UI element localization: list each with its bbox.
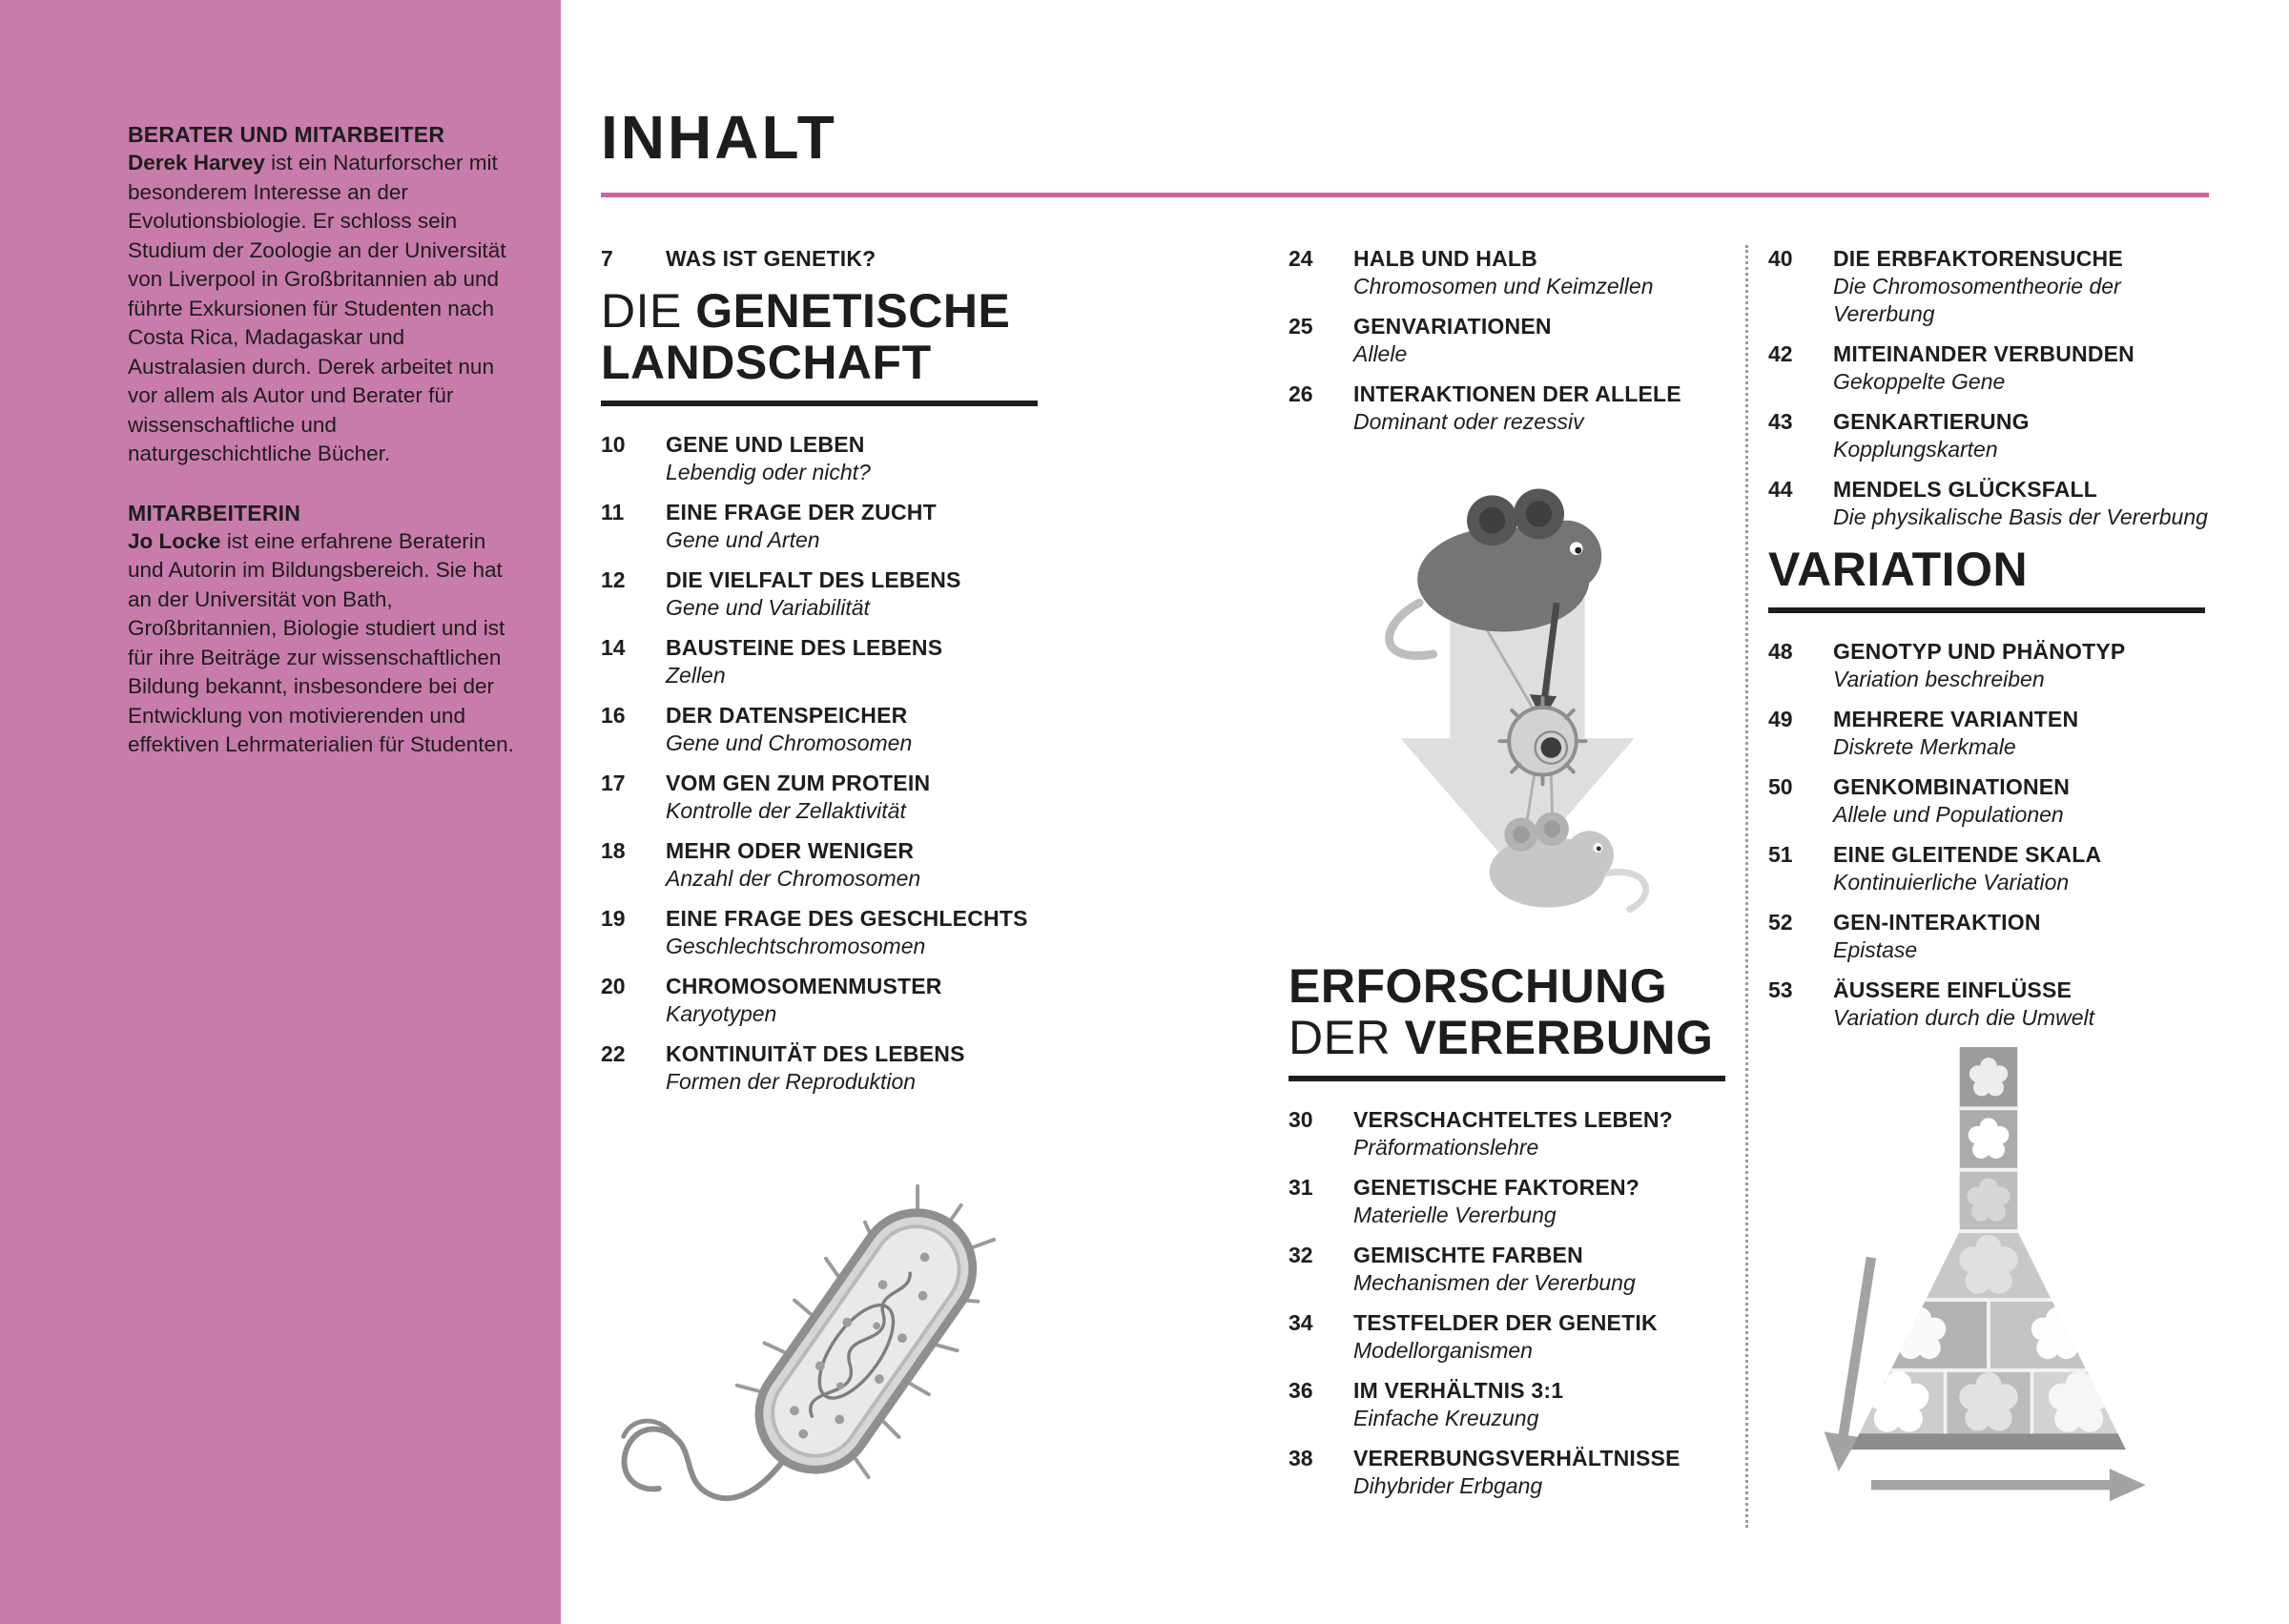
toc-entry: [601, 973, 1289, 1028]
toc-entry-page-number: 16: [601, 703, 626, 728]
toc-entry-title: GENOTYP UND PHÄNOTYP: [1833, 639, 2126, 664]
toc-entry-text: [1833, 773, 2070, 829]
toc-entry-page-number: 44: [1768, 477, 1793, 502]
section-heading-die-genetische-landschaft: [601, 285, 1038, 406]
toc-entry-text: [666, 566, 961, 622]
toc-entry: [601, 431, 1289, 486]
toc-entry-title: EINE FRAGE DER ZUCHT: [666, 500, 937, 524]
toc-entry-page-number: 36: [1289, 1378, 1313, 1403]
toc-entry-subtitle: Einfache Kreuzung: [1353, 1406, 1539, 1430]
toc-entry-page-number: 19: [601, 906, 626, 931]
flask-variation-illustration: [1768, 1045, 2209, 1506]
toc-entry-title: WAS IST GENETIK?: [666, 246, 876, 271]
toc-entry-title: DER DATENSPEICHER: [666, 703, 908, 728]
contents-page: [561, 0, 2289, 1624]
toc-entry-page-number: 11: [601, 500, 625, 524]
toc-entry-page-number: 42: [1768, 341, 1793, 366]
toc-entry: [601, 770, 1289, 825]
toc-entry-text: [1833, 638, 2125, 693]
toc-entry-text: [666, 770, 930, 825]
toc-entry-title: VERSCHACHTELTES LEBEN?: [1353, 1107, 1673, 1132]
toc-entry: [601, 245, 1289, 273]
toc-entry-subtitle: Karyotypen: [666, 1001, 777, 1026]
toc-entry-page-number: 26: [1289, 381, 1313, 406]
toc-entry: [1768, 638, 2209, 693]
flask-svg: [1817, 1045, 2160, 1506]
toc-entry: [601, 1040, 1289, 1096]
toc-entry-subtitle: Anzahl der Chromosomen: [666, 866, 921, 891]
section-heading-line: [1768, 544, 2205, 595]
section-heading-segment: ERFORSCHUNG: [1289, 959, 1668, 1013]
toc-entry-text: [1833, 841, 2101, 896]
toc-entry-page-number: 18: [601, 838, 626, 863]
contributor-section-2: [128, 499, 517, 760]
section-heading-segment: VERERBUNG: [1404, 1011, 1714, 1064]
bacterium-illustration: [601, 1108, 1289, 1528]
section-heading-line: [601, 337, 1038, 388]
toc-entry: [1289, 380, 1745, 436]
contributor-bio-text-2: ist eine erfahrene Beraterin und Autorin im Bildungsbereich. Sie hat an der Universität von Bath, Großbritannien, Biologie studiert und ist für ihre Beiträge zur wissenschaftlichen Bildung bekannt, insbesondere bei der Entwicklung von motivierenden und effektiven Lehrmaterialien für Studenten.: [128, 528, 514, 756]
toc-entry-page-number: 20: [601, 974, 626, 998]
title-rule: [601, 193, 2209, 197]
toc-entry-subtitle: Formen der Reproduktion: [666, 1069, 917, 1094]
contributor-name-2: Jo Locke: [128, 528, 221, 553]
toc-column-1: [601, 245, 1289, 1528]
toc-entry-title: VOM GEN ZUM PROTEIN: [666, 771, 931, 795]
toc-entry: [1289, 1106, 1745, 1161]
toc-entry: [601, 499, 1289, 554]
toc-entry-subtitle: Modellorganismen: [1353, 1338, 1533, 1363]
bacterium-svg: [601, 1108, 1038, 1528]
toc-entry-title: TESTFELDER DER GENETIK: [1353, 1310, 1658, 1335]
section-heading-line: [601, 285, 1038, 337]
toc-entry-text: [1353, 1106, 1673, 1161]
toc-entry-subtitle: Die physikalische Basis der Vererbung: [1833, 504, 2208, 529]
toc-entry: [1768, 976, 2209, 1032]
toc-entry: [1289, 313, 1745, 368]
contributors-section: [128, 120, 517, 469]
contributor-name: Derek Harvey: [128, 151, 265, 175]
toc-entry-page-number: 49: [1768, 707, 1793, 731]
toc-entry: [1768, 841, 2209, 896]
toc-entry-page-number: 17: [601, 771, 626, 795]
sidebar-content: [0, 0, 561, 760]
toc-entry-page-number: 53: [1768, 977, 1793, 1002]
toc-entry-page-number: 14: [601, 635, 626, 660]
toc-entry-page-number: 24: [1289, 246, 1313, 271]
toc-entry-text: [666, 1040, 965, 1096]
toc-entry-page-number: 12: [601, 567, 626, 592]
toc-entry-title: MITEINANDER VERBUNDEN: [1833, 341, 2134, 366]
toc-entry-title: GEN-INTERAKTION: [1833, 910, 2041, 935]
toc-column-2: [1289, 245, 1745, 1528]
toc-entry-page-number: 48: [1768, 639, 1793, 664]
toc-entry-page-number: 50: [1768, 774, 1793, 799]
toc-entry-text: [1353, 1377, 1563, 1432]
toc-entry-subtitle: Kontrolle der Zellaktivität: [666, 798, 906, 823]
toc-entry-title: MENDELS GLÜCKSFALL: [1833, 477, 2098, 502]
toc-entry-title: GENKOMBINATIONEN: [1833, 774, 2071, 799]
toc-entry: [1289, 245, 1745, 300]
toc-entry-subtitle: Allele und Populationen: [1833, 802, 2064, 827]
toc-entry-title: DIE ERBFAKTORENSUCHE: [1833, 246, 2123, 271]
toc-entry: [1289, 1242, 1745, 1297]
toc-entry: [1289, 1445, 1745, 1500]
toc-entry-text: [1353, 1445, 1681, 1500]
toc-entry-subtitle: Geschlechtschromosomen: [666, 934, 926, 958]
toc-entry-page-number: 51: [1768, 842, 1793, 867]
toc-entry-subtitle: Lebendig oder nicht?: [666, 460, 871, 484]
contributor-heading-2: MITARBEITERIN: [128, 500, 301, 525]
toc-entry: [1289, 1309, 1745, 1365]
toc-entry-page-number: 7: [601, 246, 613, 271]
toc-entry-text: [1833, 245, 2209, 328]
toc-entry-page-number: 25: [1289, 314, 1313, 339]
toc-entry: [1768, 245, 2209, 328]
toc-entry-text: [1833, 706, 2078, 761]
toc-entry-subtitle: Variation beschreiben: [1833, 667, 2045, 691]
sidebar: [0, 0, 561, 1624]
toc-entry-title: MEHRERE VARIANTEN: [1833, 707, 2079, 731]
section-heading-line: [1289, 1012, 1725, 1063]
toc-entry-subtitle: Mechanismen der Vererbung: [1353, 1270, 1636, 1295]
toc-entry-title: GENETISCHE FAKTOREN?: [1353, 1175, 1640, 1200]
toc-entry-title: EINE FRAGE DES GESCHLECHTS: [666, 906, 1028, 931]
toc-entry-text: [666, 499, 937, 554]
toc-entry-text: [666, 431, 871, 486]
toc-entry-text: [1353, 380, 1681, 436]
section-heading-segment: GENETISCHE: [695, 284, 1011, 338]
toc-entry-page-number: 22: [601, 1041, 626, 1066]
toc-entry-text: [666, 702, 912, 757]
toc-entry-text: [1353, 1174, 1639, 1229]
toc-entry-text: [1353, 1242, 1636, 1297]
toc-entry-title: ÄUSSERE EINFLÜSSE: [1833, 977, 2072, 1002]
toc-entry: [601, 702, 1289, 757]
toc-columns: [601, 245, 2209, 1528]
toc-entry-text: [666, 245, 876, 273]
toc-entry-subtitle: Diskrete Merkmale: [1833, 734, 2016, 759]
toc-entry: [601, 566, 1289, 622]
mice-inheritance-illustration: [1289, 463, 1745, 939]
section-heading-segment: LANDSCHAFT: [601, 336, 932, 389]
mice-svg: [1308, 463, 1727, 939]
section-heading-line: [1289, 960, 1725, 1012]
toc-entry-text: [1833, 909, 2041, 964]
toc-entry-title: GENE UND LEBEN: [666, 432, 865, 457]
toc-entry-subtitle: Variation durch die Umwelt: [1833, 1005, 2094, 1030]
toc-entry: [1768, 706, 2209, 761]
toc-entry-text: [1833, 340, 2134, 396]
toc-entry: [601, 634, 1289, 689]
page-title: INHALT: [601, 103, 837, 172]
toc-entry: [1768, 773, 2209, 829]
toc-entry-text: [1833, 408, 2030, 463]
toc-entry-title: GENVARIATIONEN: [1353, 314, 1552, 339]
toc-entry-title: KONTINUITÄT DES LEBENS: [666, 1041, 965, 1066]
toc-entry-text: [666, 905, 1028, 960]
toc-entry-page-number: 31: [1289, 1175, 1313, 1200]
toc-entry-title: IM VERHÄLTNIS 3:1: [1353, 1378, 1564, 1403]
toc-entry-title: MEHR ODER WENIGER: [666, 838, 915, 863]
toc-entry-subtitle: Gene und Chromosomen: [666, 730, 913, 755]
toc-entry-subtitle: Gene und Variabilität: [666, 595, 870, 620]
section-heading-erforschung-der-vererbung: [1289, 960, 1725, 1081]
toc-entry-page-number: 30: [1289, 1107, 1313, 1132]
section-heading-segment: DER: [1289, 1011, 1405, 1064]
toc-entry: [1768, 408, 2209, 463]
toc-entry-title: BAUSTEINE DES LEBENS: [666, 635, 943, 660]
toc-entry-text: [1353, 313, 1552, 368]
toc-entry: [601, 837, 1289, 893]
toc-entry-title: EINE GLEITENDE SKALA: [1833, 842, 2102, 867]
toc-entry-subtitle: Dominant oder rezessiv: [1353, 409, 1584, 434]
toc-entry-title: DIE VIELFALT DES LEBENS: [666, 567, 961, 592]
toc-entry-title: HALB UND HALB: [1353, 246, 1537, 271]
toc-entry-subtitle: Gekoppelte Gene: [1833, 369, 2006, 394]
toc-entry-text: [666, 837, 920, 893]
toc-entry-page-number: 32: [1289, 1243, 1313, 1267]
toc-entry-text: [1353, 1309, 1658, 1365]
toc-entry-page-number: 10: [601, 432, 626, 457]
toc-entry-text: [1833, 476, 2208, 531]
toc-entry: [1768, 340, 2209, 396]
contributor-bio: [128, 149, 517, 469]
toc-entry-text: [1833, 976, 2094, 1032]
toc-entry-page-number: 38: [1289, 1446, 1313, 1470]
toc-entry-subtitle: Präformationslehre: [1353, 1135, 1539, 1160]
contributor-bio-text: ist ein Naturforscher mit besonderem Interesse an der Evolutionsbiologie. Er schloss sein Studium der Zoologie an der Universität von Liverpool in Großbritannien ab und führte Exkursionen für Studenten nach Costa Rica, Madagaskar und Australasien durch. Derek arbeitet nun vor allem als Autor und Berater für wissenschaftliche und naturgeschichtliche Bücher.: [128, 151, 506, 465]
toc-entry-title: INTERAKTIONEN DER ALLELE: [1353, 381, 1681, 406]
toc-entry-subtitle: Materielle Vererbung: [1353, 1203, 1557, 1227]
toc-entry-subtitle: Kontinuierliche Variation: [1833, 870, 2070, 894]
toc-entry-text: [666, 634, 942, 689]
toc-entry-text: [1353, 245, 1654, 300]
toc-entry-subtitle: Allele: [1353, 341, 1408, 366]
toc-entry-page-number: 34: [1289, 1310, 1313, 1335]
toc-entry-page-number: 52: [1768, 910, 1793, 935]
toc-entry-subtitle: Epistase: [1833, 937, 1918, 962]
toc-entry: [1768, 909, 2209, 964]
toc-entry-subtitle: Kopplungskarten: [1833, 437, 1998, 462]
toc-entry: [601, 905, 1289, 960]
toc-entry-title: GEMISCHTE FARBEN: [1353, 1243, 1583, 1267]
contributor-bio-2: [128, 527, 517, 760]
toc-entry: [1768, 476, 2209, 531]
toc-entry-subtitle: Chromosomen und Keimzellen: [1353, 274, 1654, 298]
toc-entry-title: VERERBUNGSVERHÄLTNISSE: [1353, 1446, 1681, 1470]
toc-entry-subtitle: Dihybrider Erbgang: [1353, 1473, 1543, 1498]
toc-entry-subtitle: Die Chromosomentheorie der Vererbung: [1833, 274, 2121, 326]
section-heading-variation: [1768, 544, 2205, 613]
toc-entry-page-number: 40: [1768, 246, 1793, 271]
toc-entry: [1289, 1377, 1745, 1432]
toc-entry-title: GENKARTIERUNG: [1833, 409, 2030, 434]
section-heading-segment: DIE: [601, 284, 696, 338]
contributors-heading: BERATER UND MITARBEITER: [128, 122, 445, 147]
toc-entry-page-number: 43: [1768, 409, 1793, 434]
toc-entry-subtitle: Gene und Arten: [666, 527, 820, 552]
toc-entry-title: CHROMOSOMENMUSTER: [666, 974, 942, 998]
toc-entry-text: [666, 973, 942, 1028]
toc-entry: [1289, 1174, 1745, 1229]
toc-column-3: [1745, 245, 2209, 1528]
toc-entry-subtitle: Zellen: [666, 663, 726, 688]
section-heading-segment: VARIATION: [1768, 543, 2029, 596]
